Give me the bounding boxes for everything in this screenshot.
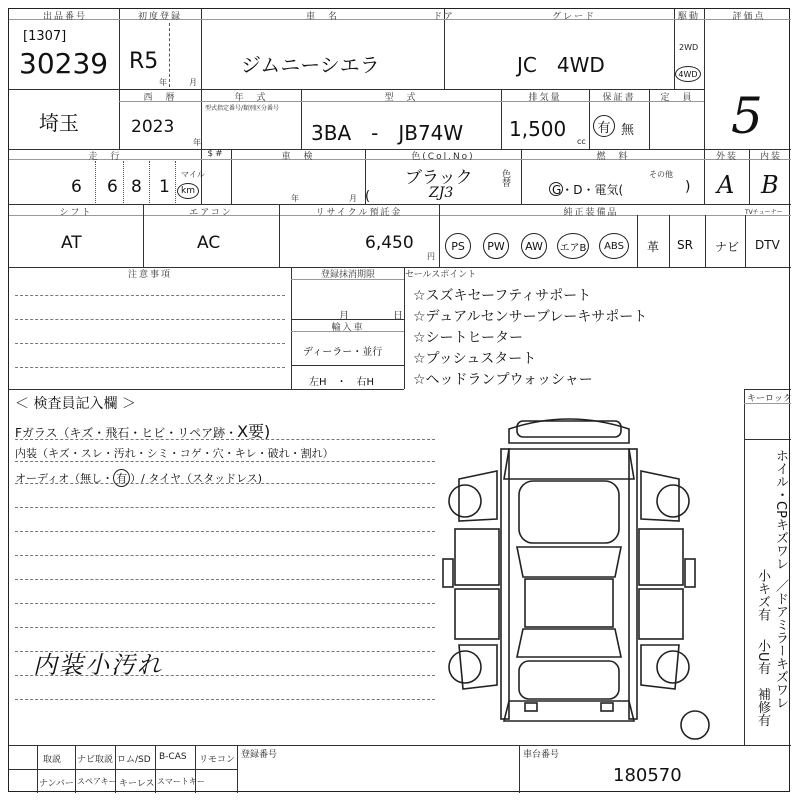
insp-line (15, 699, 435, 700)
divider (745, 215, 746, 267)
footer-smart-key: スマートキー (157, 777, 205, 786)
divider (704, 9, 705, 204)
divider (744, 439, 791, 440)
year: 2023 (131, 117, 175, 137)
divider (439, 204, 440, 267)
color-code: ZJ3 (429, 185, 454, 201)
sales-point: ☆スズキセーフティサポート (413, 288, 592, 304)
car-diagram (439, 409, 729, 749)
divider (749, 149, 750, 204)
equipment-label: 純正装備品 (563, 208, 619, 218)
model-year-label: 年 式 (234, 93, 268, 103)
windshield-suffix: 要) (248, 422, 271, 441)
footer-bcas: B-CAS (159, 752, 187, 762)
warranty-yes: 有 (597, 120, 611, 136)
sales-point: ☆デュアルセンサーブレーキサポート (413, 309, 648, 325)
displacement: 1,500 (509, 117, 567, 141)
insp-year: 年 (291, 194, 299, 203)
insp-line (15, 507, 435, 508)
right-note-mirror: ／ドアミラーキズワレ (773, 579, 788, 709)
import-value: ディーラー・並行 (303, 347, 383, 358)
exterior-label: 外装 (715, 152, 738, 162)
divider (231, 149, 232, 204)
capacity-label: 定 員 (660, 93, 694, 103)
divider (649, 89, 650, 149)
right-front-door (639, 529, 683, 585)
air-conditioner: AC (197, 233, 221, 253)
displacement-label: 排気量 (528, 93, 562, 103)
equipment-pw-label: PW (487, 239, 505, 253)
right-rear-wheel (657, 651, 689, 683)
divider (705, 215, 706, 267)
left-front-wheel (449, 485, 481, 517)
warranty-yes-circled (593, 115, 615, 137)
interior-grade: B (761, 171, 779, 199)
ac-label: エアコン (189, 208, 233, 218)
handwritten-note: 内装小汚れ (33, 651, 163, 679)
first-reg: R5 (129, 49, 159, 74)
recycle-fee: 6,450 (365, 233, 414, 253)
sales-point: ☆ヘッドランプウォッシャー (413, 372, 593, 388)
interior-check-line: 内装（キズ・スレ・汚れ・シミ・コゲ・穴・キレ・破れ・割れ） (15, 447, 334, 460)
divider (291, 365, 404, 366)
right-front-fender (641, 471, 679, 521)
audio-prefix: オーディオ（無し・ (15, 472, 114, 485)
footer-rom-sd: ロム/SD (117, 755, 151, 765)
windshield (517, 547, 621, 577)
equipment-pw (483, 233, 509, 259)
divider (95, 161, 96, 203)
keylock-label: キーロック (747, 394, 792, 404)
divider (175, 161, 176, 203)
year-label: 西 暦 (143, 93, 177, 103)
sales-point: ☆プッシュスタート (413, 351, 537, 367)
right-mirror (685, 559, 695, 587)
fuel-label: 燃 料 (596, 152, 630, 162)
mileage-digit-1: 6 (71, 177, 82, 197)
grade: JC 4WD (517, 53, 605, 77)
mileage-label: 走 行 (88, 152, 122, 162)
reg-deadline-label: 登録抹消期限 (320, 270, 375, 280)
divider (237, 745, 238, 793)
cc-unit: cc (577, 137, 586, 146)
windshield-x: X (237, 422, 249, 441)
insp-line (15, 531, 435, 532)
equipment-ps-label: PS (451, 239, 465, 253)
color: ブラック (405, 168, 473, 188)
insp-line (15, 603, 435, 604)
inspection-title: ＜ 検査員記入欄 ＞ (15, 396, 136, 412)
chassis-number: 180570 (613, 765, 682, 786)
left-body-line (501, 449, 509, 719)
tailgate (519, 661, 619, 699)
warranty-no: 無 (621, 123, 635, 138)
tv-label: TVチューナー (745, 209, 783, 216)
score-label: 評価点 (732, 12, 766, 22)
divider (521, 149, 522, 204)
handle-value: 左H ・ 右H (309, 377, 375, 388)
equipment-abs (599, 233, 629, 259)
equipment-leather: 革 (647, 240, 660, 254)
car-name: ジムニーシエラ (241, 53, 380, 77)
equipment-airbag (557, 233, 589, 259)
drive-2wd: 2WD (679, 43, 699, 52)
note-line (15, 343, 285, 344)
sales-label: セールスポイント (405, 270, 477, 280)
color-label: 色(Col.No) (411, 152, 475, 162)
windshield-line (15, 419, 270, 442)
interior-label: 内装 (759, 152, 782, 162)
insp-line (15, 627, 435, 628)
footer-keyless: キーレス (119, 779, 155, 789)
equipment-ps (445, 233, 471, 259)
insp-line (15, 579, 435, 580)
year-unit: 年 (193, 138, 201, 147)
model-type: 3BA - JB74W (311, 121, 464, 145)
equipment-aw (521, 233, 547, 259)
mileage-digit-3: 8 (131, 177, 142, 197)
model-year-note: 型式指定番号/類別区分番号 (205, 105, 280, 112)
divider (744, 389, 791, 390)
region: 埼玉 (39, 111, 79, 135)
divider (501, 89, 502, 149)
reg-month: 月 (339, 311, 349, 322)
divider (169, 23, 170, 87)
divider (149, 161, 150, 203)
left-front-fender (459, 471, 497, 521)
mileage-digit-2: 6 (107, 177, 118, 197)
month-unit: 月 (189, 78, 197, 87)
left-rear-wheel (449, 651, 481, 683)
hood (519, 481, 619, 543)
drive-label: 駆動 (677, 12, 700, 22)
fuel-other: その他 (649, 170, 673, 179)
rear-window (517, 629, 621, 657)
right-body-line (629, 449, 637, 719)
shift-label: シフト (59, 208, 93, 218)
drive-4wd: 4WD (678, 69, 698, 79)
year-unit: 年 (159, 78, 167, 87)
divider (291, 267, 292, 389)
insp-line (15, 461, 435, 462)
divider (119, 9, 120, 149)
divider (123, 161, 124, 203)
equipment-airbag-label: エアB (559, 242, 587, 254)
fuel-options: G・D・電気( (552, 183, 624, 197)
hood-front (504, 449, 634, 479)
recycle-label: リサイクル預託金 (315, 208, 403, 218)
right-note-wheel: ホイル・CPキズワレ (773, 449, 788, 570)
footer-remote: リモコン (199, 755, 236, 765)
tail-light-left (525, 703, 537, 711)
footer-number-plate: ナンバー (39, 779, 74, 789)
note-line (15, 367, 285, 368)
mileage-digit-4: 1 (159, 177, 170, 197)
km-unit: km (181, 186, 195, 196)
divider (201, 89, 202, 149)
left-rear-door (455, 589, 499, 639)
audio-line (15, 469, 262, 487)
grade-label: グレード (551, 12, 596, 22)
rear-bumper (504, 701, 634, 721)
exterior-grade: A (717, 171, 735, 199)
insp-month: 月 (349, 194, 357, 203)
roof (525, 579, 613, 627)
header-label-line (291, 331, 404, 332)
yen-unit: 円 (427, 252, 435, 261)
warranty-label: 保証書 (602, 93, 636, 103)
footer-mid-line (9, 769, 237, 770)
inspection-label: 車 検 (281, 152, 315, 162)
caution-label: 注意事項 (127, 270, 172, 280)
reg-day: 日 (393, 311, 403, 322)
divider (143, 204, 144, 267)
equipment-aw-label: AW (525, 239, 543, 253)
notes-bottom-line (9, 389, 404, 390)
auction-sheet: 出品番号 [1307] 30239 初度登録 R5 年 月 車 名 ジムニーシエラ ドア グレード JC 4WD 駆動 2WD 4WD 評価点 5 埼玉 西 暦 2023 年 年 式 型式指定番号/類別区分番号 型 式 3BA - JB74W 排気量 1,500 cc 保証書 有 無 定 員 走 行 6 6 8 1 マイル km $# 車 検 年 月 色(Col.No) ( ブラック ZJ3 色替 燃 料 G・D・電気( その他 ) 外装 A 内装 B シフト AT エアコン AC リサイクル預託金 6,450 円 純正装備品 TVチューナー PS PW AW エアB ABS 革 SR ナビ DTV 注意事項 登録抹消期限 月 日 輸入車 ディーラー・並行 左H ・ 右H セールスポイント ☆スズキセーフティサポート ☆デュアルセンサーブレーキサポート ☆シートヒーター ☆プッシュスタート ☆ヘッドランプウォッシャー キーロック ＜ 検査員記入欄 ＞ Fガラス（キズ・飛石・ヒビ・リペア跡・X要) 内装（キズ・スレ・汚れ・シミ・コゲ・穴・キレ・破れ・割れ） オーディオ（無し・ 有 ）/ タイヤ（スタッドレス) 内装小汚れ ホイル・CPキズワレ 小キズ有 ／ドアミラーキズワレ 小U有 補修有 取説 ナビ取説 ロム/SD B-CAS リモコン ナンバー スペアキー キーレス スマートキー 登録番号 車台番号 180570 (8, 8, 790, 792)
km-unit-circled (177, 183, 199, 199)
divider (404, 267, 405, 389)
divider (37, 745, 38, 793)
type-label: 型 式 (384, 93, 418, 103)
sales-point: ☆シートヒーター (413, 330, 523, 346)
divider (75, 745, 76, 793)
footer-top-line (9, 745, 791, 746)
chassis-label: 車台番号 (523, 750, 560, 760)
divider (519, 745, 520, 793)
windshield-text: Fガラス（キズ・飛石・ヒビ・リペア跡・ (15, 426, 238, 440)
first-reg-label: 初度登録 (137, 12, 182, 22)
divider (279, 204, 280, 267)
fuel-close: ) (685, 179, 691, 195)
right-note-small: 小キズ有 (755, 569, 770, 621)
divider (669, 215, 670, 267)
car-name-label: 車 名 (305, 12, 339, 22)
exhibit-label: 出品番号 (42, 12, 87, 22)
drive-4wd-circled (675, 66, 701, 82)
note-line (15, 319, 285, 320)
import-label: 輸入車 (331, 323, 365, 333)
plate-label: 登録番号 (241, 750, 278, 760)
right-note-repair: 小U有 補修有 (755, 639, 770, 727)
lot-number: 30239 (19, 47, 109, 80)
audio-yes-circled: 有 (113, 469, 130, 487)
equipment-abs-label: ABS (604, 240, 624, 252)
lot-sub: [1307] (23, 29, 67, 44)
insp-line (15, 555, 435, 556)
score: 5 (731, 87, 763, 145)
equipment-navi: ナビ (715, 240, 740, 254)
divider (589, 89, 590, 149)
footer-navi-manual: ナビ取説 (77, 755, 114, 765)
footer-manual: 取説 (43, 755, 62, 765)
front-bumper (509, 419, 629, 443)
left-mirror (443, 559, 453, 587)
equipment-sr: SR (677, 238, 693, 252)
footer-spare-key: スペアキー (77, 777, 117, 786)
change-label: $# (207, 149, 225, 159)
right-front-wheel (657, 485, 689, 517)
right-rear-door (639, 589, 683, 639)
divider (637, 215, 638, 267)
tail-light-right (601, 703, 613, 711)
divider (301, 89, 302, 149)
divider (744, 389, 745, 745)
door-label: ドア (433, 12, 455, 22)
color-change: 色替 (500, 169, 510, 187)
mile-unit: マイル (181, 170, 205, 179)
shift: AT (61, 233, 82, 253)
equipment-dtv: DTV (755, 238, 780, 252)
left-front-door (455, 529, 499, 585)
spare-tire (681, 711, 709, 739)
audio-suffix: ）/ タイヤ（スタッドレス) (130, 472, 263, 485)
note-line (15, 295, 285, 296)
divider (155, 745, 156, 793)
